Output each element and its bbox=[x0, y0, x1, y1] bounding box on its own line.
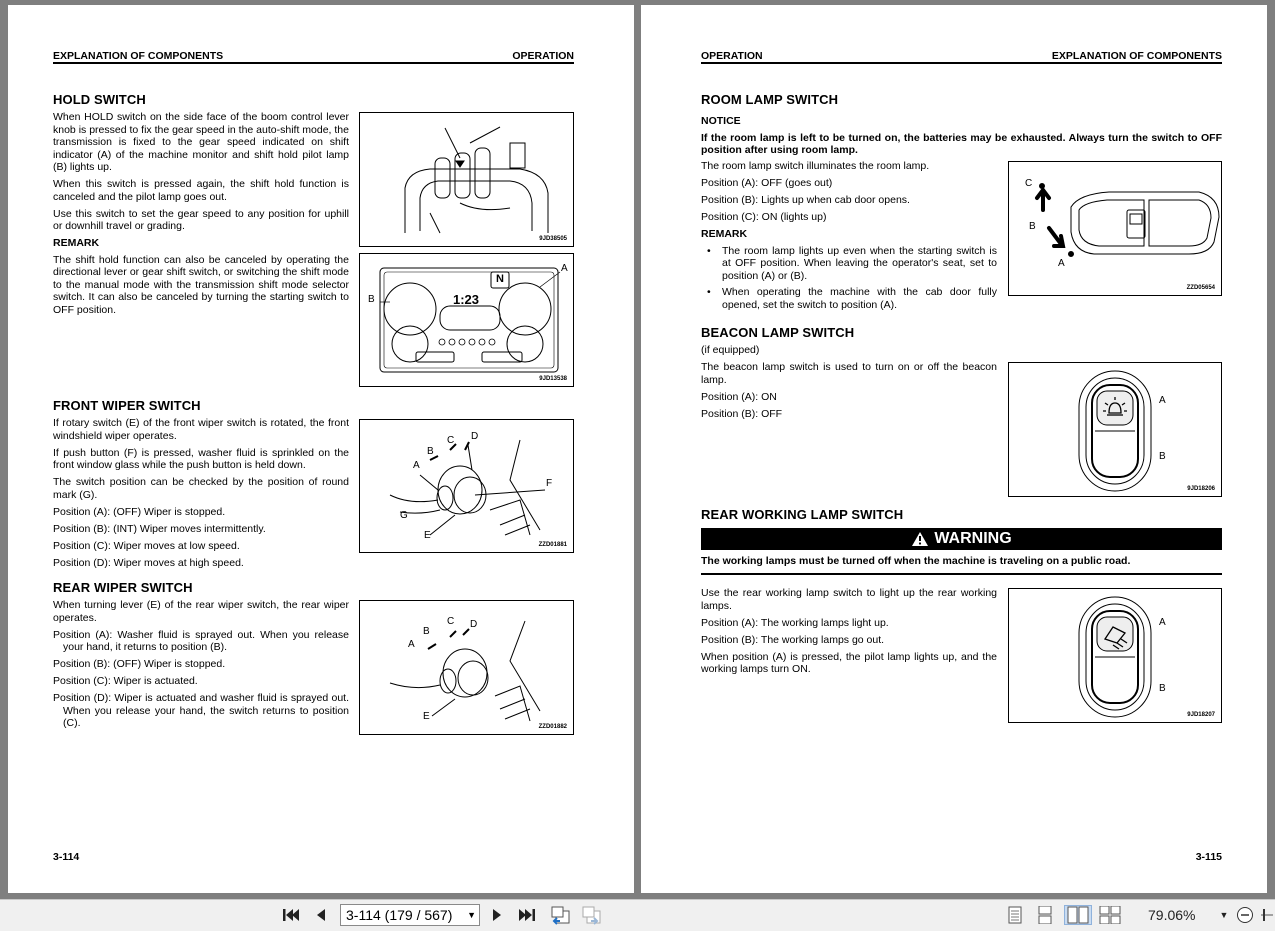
header-rule bbox=[701, 62, 1222, 64]
paragraph: Position (D): Wiper is actuated and washer fluid is sprayed out. When you release your hand, the switch returns to position (C). bbox=[53, 692, 349, 729]
warning-rule bbox=[701, 573, 1222, 575]
hold-switch-figure bbox=[359, 112, 574, 247]
page-number: 3-114 bbox=[53, 851, 80, 863]
header-left: OPERATION bbox=[701, 50, 763, 62]
chevron-down-icon[interactable]: ▼ bbox=[467, 910, 476, 920]
hold-switch-title: HOLD SWITCH bbox=[53, 92, 146, 107]
room-lamp-text bbox=[701, 160, 997, 315]
figure-code: ZZD01881 bbox=[538, 542, 567, 548]
paragraph: The shift hold function can also be canceled by operating the directional lever or gear shift switch, or switching the shift mode to the manual mode with the transmission shift mode selector switch. It can also be canceled by turning the starting switch to OFF position. bbox=[53, 253, 349, 316]
paragraph: Position (B): Lights up when cab door opens. bbox=[701, 194, 910, 206]
paragraph: Position (D): Wiper moves at high speed. bbox=[53, 556, 244, 569]
paragraph: Position (A): OFF (goes out) bbox=[701, 177, 833, 189]
label-c: C bbox=[447, 616, 455, 627]
rear-working-lamp-title: REAR WORKING LAMP SWITCH bbox=[701, 507, 904, 522]
figure-code: 9JD18206 bbox=[1187, 486, 1215, 492]
label-c: C bbox=[1025, 178, 1033, 189]
figure-code: 9JD13538 bbox=[539, 376, 567, 382]
label-e: E bbox=[424, 530, 431, 541]
paragraph: Position (C): ON (lights up) bbox=[701, 211, 827, 223]
warning-banner bbox=[701, 528, 1222, 550]
header-left: EXPLANATION OF COMPONENTS bbox=[53, 50, 224, 62]
continuous-icon[interactable] bbox=[1034, 905, 1056, 925]
rear-working-lamp-figure bbox=[1008, 588, 1222, 723]
monitor-figure bbox=[359, 253, 574, 387]
label-b: B bbox=[427, 446, 434, 457]
front-wiper-figure bbox=[359, 419, 574, 553]
rear-working-lamp-text bbox=[701, 587, 997, 680]
label-f: F bbox=[546, 478, 553, 489]
rear-wiper-text bbox=[53, 599, 349, 734]
notice-label: NOTICE bbox=[701, 115, 741, 127]
label-b: B bbox=[368, 294, 375, 305]
beacon-lamp-text bbox=[701, 344, 997, 425]
label-e: E bbox=[423, 711, 430, 722]
room-lamp-figure bbox=[1008, 161, 1222, 296]
notice-text: If the room lamp is left to be turned on, the batteries may be exhausted. Always turn the switch to OFF position after using room lamp. bbox=[701, 131, 1222, 156]
paragraph: Position (B): (INT) Wiper moves intermittently. bbox=[53, 522, 266, 535]
paragraph: Position (B): OFF bbox=[701, 407, 783, 420]
left-page bbox=[8, 5, 634, 893]
continuous-facing-icon[interactable] bbox=[1098, 905, 1122, 925]
paragraph: Position (C): Wiper is actuated. bbox=[53, 675, 198, 687]
header-right: OPERATION bbox=[512, 50, 574, 62]
beacon-lamp-title: BEACON LAMP SWITCH bbox=[701, 325, 855, 340]
remark-bullet: • The room lamp lights up even when the starting switch is at OFF position. When leaving the operator's seat, set to position (A) or (B). bbox=[701, 245, 997, 283]
prev-page-icon[interactable] bbox=[310, 905, 332, 925]
hold-switch-text bbox=[53, 111, 349, 321]
label-d: D bbox=[470, 619, 478, 630]
paragraph: The switch position can be checked by the position of round mark (G). bbox=[53, 476, 349, 501]
zoom-level[interactable]: 79.06% bbox=[1148, 907, 1196, 923]
paragraph: (if equipped) bbox=[701, 344, 760, 356]
remark-label: REMARK bbox=[701, 228, 748, 240]
label-a: A bbox=[1159, 395, 1166, 406]
remark-label: REMARK bbox=[53, 237, 100, 249]
paragraph: Position (A): The working lamps light up. bbox=[701, 616, 889, 629]
page-number-field[interactable] bbox=[340, 904, 480, 926]
page-number-value: 3-114 (179 / 567) bbox=[346, 907, 453, 923]
rear-wiper-title: REAR WIPER SWITCH bbox=[53, 580, 193, 595]
header-rule bbox=[53, 62, 574, 64]
zoom-slider[interactable] bbox=[1258, 905, 1274, 925]
header-right: EXPLANATION OF COMPONENTS bbox=[1051, 50, 1222, 62]
paragraph: Position (A): ON bbox=[701, 390, 777, 403]
warning-label: WARNING bbox=[934, 530, 1012, 547]
next-page-icon[interactable] bbox=[486, 905, 508, 925]
last-page-icon[interactable] bbox=[515, 905, 539, 925]
front-wiper-title: FRONT WIPER SWITCH bbox=[53, 398, 201, 413]
figure-code: ZZD05654 bbox=[1186, 285, 1215, 291]
figure-code: 9JD18207 bbox=[1187, 712, 1215, 718]
label-a: A bbox=[1159, 617, 1166, 628]
paragraph: When HOLD switch on the side face of the boom control lever knob is pressed to fix the gear speed in the auto-shift mode, the transmission is fixed to the gear speed indicated on shift indicator (A) of the machine monitor and shift hold pilot lamp (B) lights up. bbox=[53, 111, 349, 173]
room-lamp-notice bbox=[701, 113, 1222, 161]
paragraph: If rotary switch (E) of the front wiper switch is rotated, the front windshield wiper operates. bbox=[53, 417, 349, 442]
figure-code: ZZD01882 bbox=[538, 724, 567, 730]
paragraph: When turning lever (E) of the rear wiper switch, the rear wiper operates. bbox=[53, 599, 349, 624]
first-page-icon[interactable] bbox=[280, 905, 302, 925]
warning-text: The working lamps must be turned off when the machine is traveling on a public road. bbox=[701, 555, 1131, 567]
label-b: B bbox=[1159, 683, 1166, 694]
front-wiper-text bbox=[53, 417, 349, 574]
single-page-icon[interactable] bbox=[1004, 905, 1026, 925]
paragraph: Use this switch to set the gear speed to any position for uphill or downhill travel or grading. bbox=[53, 207, 349, 232]
right-page bbox=[641, 5, 1267, 893]
label-a: A bbox=[561, 263, 568, 274]
zoom-out-icon[interactable] bbox=[1234, 905, 1256, 925]
label-b: B bbox=[1029, 221, 1036, 232]
paragraph: Position (C): Wiper moves at low speed. bbox=[53, 539, 240, 552]
monitor-gear: N bbox=[496, 273, 504, 285]
monitor-time: 1:23 bbox=[453, 292, 480, 307]
paragraph: Position (A): Washer fluid is sprayed out. When you release your hand, it returns to position (B). bbox=[53, 628, 349, 653]
warning-icon bbox=[911, 531, 929, 547]
beacon-lamp-figure bbox=[1008, 362, 1222, 497]
next-view-icon[interactable] bbox=[580, 905, 604, 925]
paragraph: The room lamp switch illuminates the room lamp. bbox=[701, 160, 930, 172]
paragraph: Use the rear working lamp switch to light up the rear working lamps. bbox=[701, 587, 997, 612]
paragraph: If push button (F) is pressed, washer fluid is sprinkled on the front window glass while the push button is held down. bbox=[53, 446, 349, 471]
label-c: C bbox=[447, 435, 455, 446]
label-b: B bbox=[423, 626, 430, 637]
label-a: A bbox=[1058, 258, 1065, 269]
paragraph: The beacon lamp switch is used to turn on or off the beacon lamp. bbox=[701, 361, 997, 386]
facing-icon[interactable] bbox=[1064, 905, 1092, 925]
label-a: A bbox=[408, 639, 415, 650]
paragraph: Position (B): (OFF) Wiper is stopped. bbox=[53, 658, 226, 670]
paragraph: When position (A) is pressed, the pilot lamp lights up, and the working lamps turn ON. bbox=[701, 650, 997, 675]
label-a: A bbox=[413, 460, 420, 471]
page-number: 3-115 bbox=[1195, 851, 1222, 863]
rear-wiper-figure bbox=[359, 600, 574, 735]
zoom-dropdown-icon[interactable]: ▼ bbox=[1219, 910, 1229, 920]
label-d: D bbox=[471, 431, 479, 442]
paragraph: When this switch is pressed again, the shift hold function is canceled and the pilot lamp goes out. bbox=[53, 178, 349, 203]
label-b: B bbox=[1159, 451, 1166, 462]
room-lamp-title: ROOM LAMP SWITCH bbox=[701, 92, 839, 107]
paragraph: Position (B): The working lamps go out. bbox=[701, 633, 885, 646]
paragraph: Position (A): (OFF) Wiper is stopped. bbox=[53, 505, 226, 518]
viewer-toolbar bbox=[0, 899, 1275, 931]
remark-bullet: • When operating the machine with the cab door fully opened, set the switch to position (A). bbox=[701, 286, 997, 311]
label-g: G bbox=[400, 510, 408, 521]
previous-view-icon[interactable] bbox=[549, 905, 573, 925]
figure-code: 9JD38505 bbox=[539, 236, 567, 242]
